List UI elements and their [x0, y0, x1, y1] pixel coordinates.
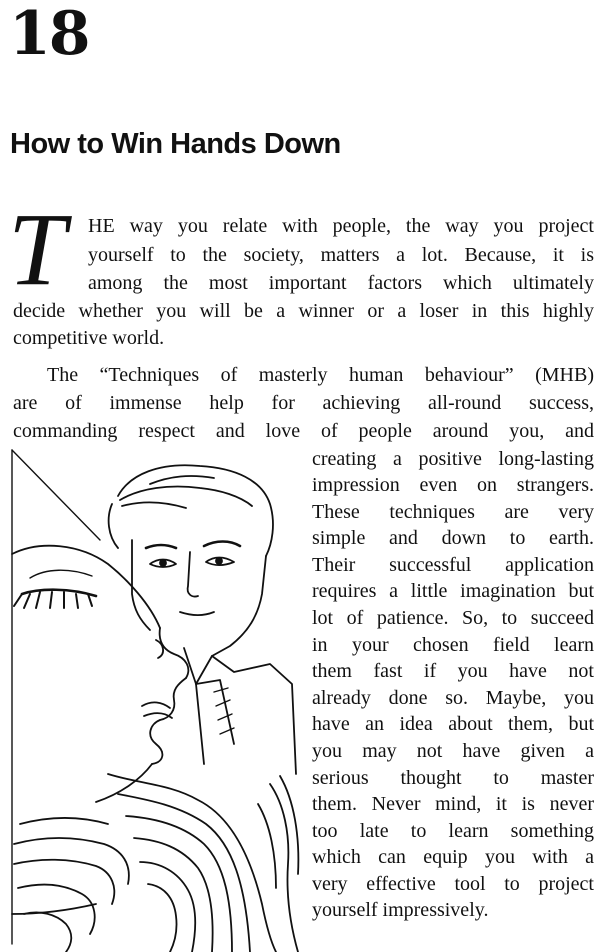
para2-col-line: yourself impressively. [312, 899, 489, 921]
para1-line: competitive world. [13, 327, 165, 349]
para2-line: are of immense help for achieving all-round success, [13, 392, 594, 414]
couple-illustration [0, 444, 304, 952]
para2-col-line: requires a little imagination but [312, 580, 594, 602]
para1-line: HE way you relate with people, the way you project [88, 215, 594, 237]
para1-line: among the most important factors which ultimately [88, 272, 594, 294]
para2-col-line: serious thought to master [312, 767, 594, 789]
para2-col-line: in your chosen field learn [312, 634, 594, 656]
para2-col-line: them fast if you have not [312, 660, 594, 682]
para2-col-line: Their successful application [312, 554, 594, 576]
para2-line: The “Techniques of masterly human behaviour” (MHB) [47, 364, 594, 386]
para2-line: commanding respect and love of people around you, and [13, 420, 594, 442]
para2-col-line: impression even on strangers. [312, 474, 594, 496]
para1-line: decide whether you will be a winner or a loser in this highly [13, 300, 594, 322]
para2-col-line: lot of patience. So, to succeed [312, 607, 594, 629]
drop-cap: T [8, 192, 66, 307]
para2-col-line: have an idea about them, but [312, 713, 594, 735]
para2-col-line: too late to learn something [312, 820, 594, 842]
para2-col-line: already done so. Maybe, you [312, 687, 594, 709]
para2-col-line: you may not have given a [312, 740, 594, 762]
para2-col-line: These techniques are very [312, 501, 594, 523]
para1-line: yourself to the society, matters a lot. Because, it is [88, 244, 594, 266]
para2-col-line: which can equip you with a [312, 846, 594, 868]
para2-col-line: very effective tool to project [312, 873, 594, 895]
para2-col-line: creating a positive long-lasting [312, 448, 594, 470]
chapter-number: 18 [9, 0, 89, 69]
para2-col-line: them. Never mind, it is never [312, 793, 594, 815]
chapter-title: How to Win Hands Down [10, 128, 341, 160]
para2-col-line: simple and down to earth. [312, 527, 594, 549]
